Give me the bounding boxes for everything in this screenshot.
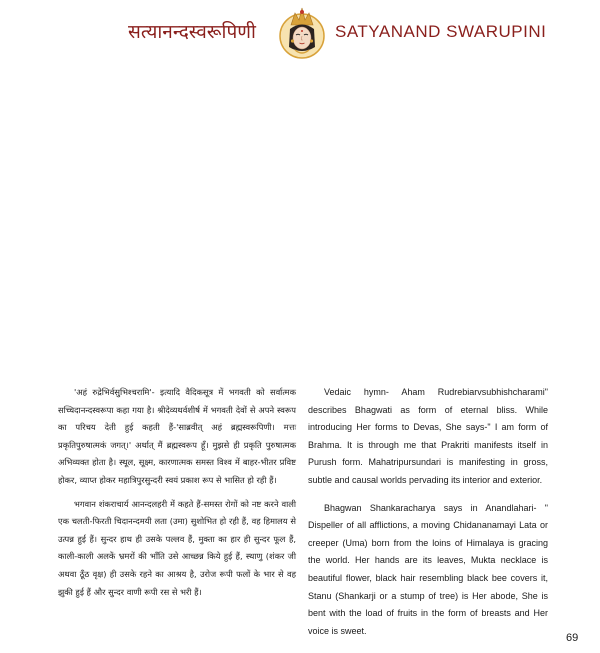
hindi-paragraph: भगवान शंकराचार्य आनन्दलहरी में कहते हैं-समस्त रोगों को नष्ट करने वाली एक चलती-फिरती चिदानन्दमयी लता (उमा) सुशोभित हो रही हैं, वह हिमालय से उत्पन्न हुई हैं। सुन्दर हाथ ही उसके पल्लव हैं, मुक्ता का हार ही सुन्दर फूल हैं, काली-काली अलकें भ्रमरों की भाँति उसे आच्छन्न किये हुई हैं, स्थाणु (शंकर जी अथवा ठूँठ वृक्ष) ही उसके रहने का आश्रय है, उरोज रूपी फलों के भार से वह झुकी हुई हैं और सुन्दर वाणी रूपी रस से भरी हैं। <box>58 498 296 597</box>
english-paragraph: Vedaic hymn- Aham Rudrebiarvsubhishcharami" describes Bhagwati as form of eternal bliss. While introducing Her forms to Devas, She says-" I am form of Brahma. It is through me that Prakriti manifests itself in Purush form. Mahatripursundari is manifesting in gross, subtle and causal worlds pervading its interior and exterior. <box>308 387 548 485</box>
title-hindi: सत्यानन्दस्वरूपिणी <box>128 21 256 43</box>
goddess-face-icon <box>277 3 327 67</box>
hindi-paragraph: 'अहं रुद्रेभिर्वसुभिश्चरामि'- इत्यादि वैदिकसूत्र में भगवती को सर्वात्मक सच्चिदानन्दस्वरूपा कहा गया है। श्रीदेव्यथर्वशीर्ष में भगवती देवों से अपने स्वरूप का परिचय देती हुई कहती हैं-'साब्रवीत् अहं ब्रह्मस्वरूपिणी। मत्तः प्रकृतिपुरुषात्मकं जगत्।' अर्थात् मैं ब्रह्मस्वरूप हूँ। मुझसे ही प्रकृति पुरुषात्मक अभिव्यक्त होता है। स्थूल, सूक्ष्म, कारणात्मक समस्त विश्व में बाहर-भीतर प्रविष्ट होकर, व्याप्त होकर महात्रिपुरसुन्दरी स्वयं प्रकाश रूप से भासित हो रही हैं। <box>58 387 296 485</box>
english-paragraph: Bhagwan Shankaracharya says in Anandlahari- " Dispeller of all afflictions, a moving Chidananamayi Lata or creeper (Uma) born from the loins of Himalaya is gracing the world. Her hands are its leaves, Mukta necklace is beautiful flower, black hair resembling black bee covers it, Stanu (Shankarji or a stump of tree) is Her abode, She is bent with the load of fruits in the form of breasts and Her voice is sweet. <box>308 502 548 636</box>
hindi-text-column <box>58 384 296 607</box>
title-english: SATYANAND SWARUPINI <box>335 22 547 41</box>
page-number: 69 <box>566 632 579 644</box>
english-text-column <box>308 384 548 650</box>
page-header <box>0 0 600 80</box>
